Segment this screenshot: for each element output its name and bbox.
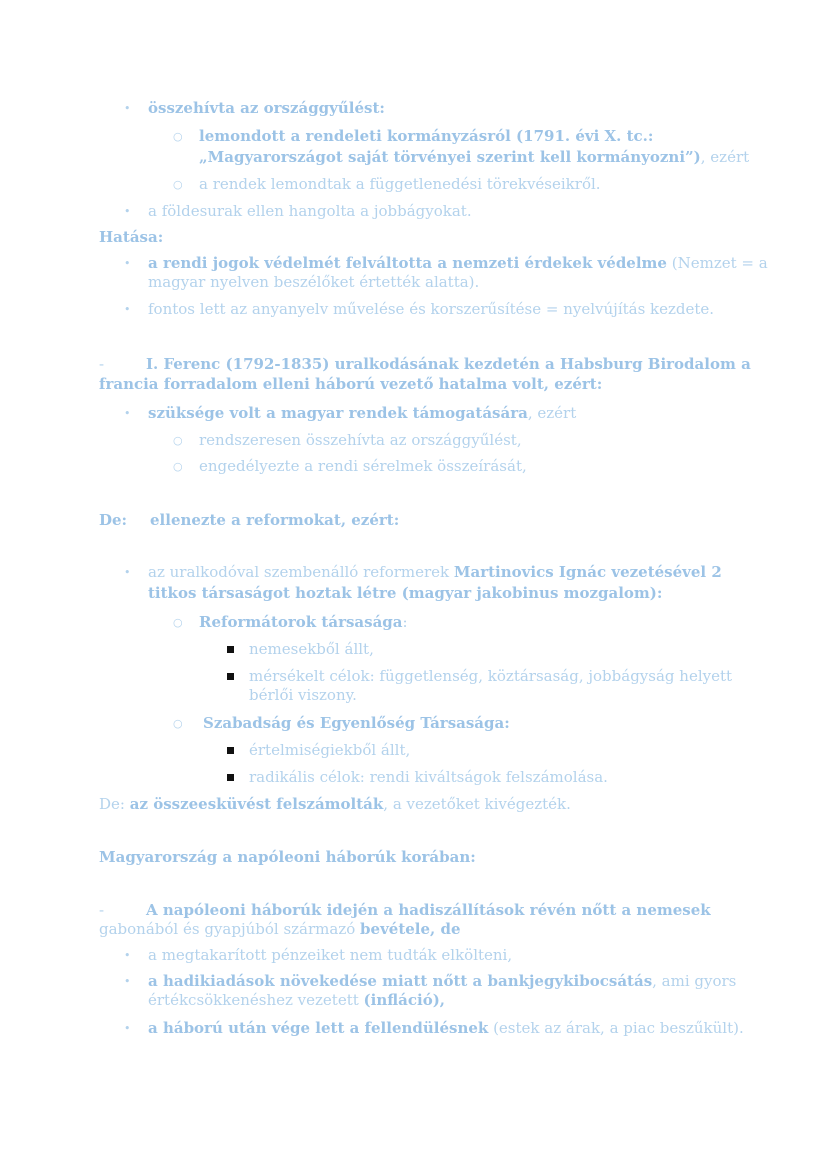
list-item xyxy=(148,991,445,1009)
bold-text: a rendi jogok védelmét felváltotta a nemzeti érdekek védelme xyxy=(148,254,667,272)
list-item: a rendek lemondtak a függetlenedési törekvéseikről. xyxy=(199,175,601,193)
square-bullet-icon xyxy=(227,747,234,754)
bullet-icon: • xyxy=(124,205,131,218)
paragraph-line: A napóleoni háborúk idején a hadiszállítások révén nőtt a nemesek xyxy=(146,901,711,919)
paragraph-line xyxy=(150,511,399,529)
list-item xyxy=(199,613,408,631)
bullet-icon: • xyxy=(124,407,131,420)
list-item xyxy=(148,254,768,272)
bullet-icon: • xyxy=(124,949,131,962)
section-heading: Hatása: xyxy=(99,228,164,246)
circle-bullet-icon: ○ xyxy=(173,130,183,143)
text: gabonából és gyapjúból származó xyxy=(99,920,361,938)
list-item: engedélyezte a rendi sérelmek összeírását, xyxy=(199,457,527,475)
list-item: mérsékelt célok: függetlenség, köztársaság, jobbágyság helyett xyxy=(249,667,733,685)
circle-bullet-icon: ○ xyxy=(173,717,183,730)
text: , ezért xyxy=(527,404,577,422)
dash-marker: - xyxy=(99,355,105,373)
circle-bullet-icon: ○ xyxy=(173,460,183,473)
list-item: összehívta az országgyűlést: xyxy=(148,99,385,117)
circle-bullet-icon: ○ xyxy=(173,178,183,191)
list-item: lemondott a rendeleti kormányzásról (1791. évi X. tc.: xyxy=(199,127,654,145)
paragraph-line xyxy=(99,795,571,813)
dash-marker: - xyxy=(99,901,105,919)
text: : xyxy=(402,613,408,631)
text: , a vezetőket kivégezték. xyxy=(383,795,571,813)
bullet-icon: • xyxy=(124,102,131,115)
list-item: bérlői viszony. xyxy=(249,686,357,704)
text: , ami gyors xyxy=(652,972,737,990)
list-item: radikális célok: rendi kiváltságok felszámolása. xyxy=(249,768,608,786)
paragraph-line: francia forradalom elleni háború vezető hatalma volt, ezért: xyxy=(99,375,603,393)
list-item: a földesurak ellen hangolta a jobbágyokat. xyxy=(148,202,472,220)
bold-text: Martinovics Ignác vezetésével 2 xyxy=(453,563,722,581)
text: értékcsökkenéshez vezetett xyxy=(148,991,364,1009)
bold-text: (infláció), xyxy=(363,991,446,1009)
bullet-icon: • xyxy=(124,1022,131,1035)
bullet-icon: • xyxy=(124,975,131,988)
paragraph-line: I. Ferenc (1792-1835) uralkodásának kezdetén a Habsburg Birodalom a xyxy=(146,355,751,373)
bold-text: ellenezte a reformokat xyxy=(150,511,341,529)
list-item: fontos lett az anyanyelv művelése és korszerűsítése = nyelvújítás kezdete. xyxy=(148,300,715,318)
section-heading: Magyarország a napóleoni háborúk korában: xyxy=(99,848,476,866)
list-item: magyar nyelven beszélőket értették alatta). xyxy=(148,273,480,291)
bold-text: az összeesküvést felszámolták xyxy=(129,795,384,813)
bold-text: „Magyarországot saját törvényei szerint kell kormányozni”) xyxy=(199,148,701,166)
bold-text: a háború után vége lett a fellendülésnek xyxy=(148,1019,489,1037)
square-bullet-icon xyxy=(227,673,234,680)
list-item: értelmiségiekből állt, xyxy=(249,741,411,759)
bullet-icon: • xyxy=(124,303,131,316)
list-item: Szabadság és Egyenlőség Társasága: xyxy=(203,714,510,732)
bold-text: Reformátorok társasága xyxy=(199,613,403,631)
circle-bullet-icon: ○ xyxy=(173,434,183,447)
paragraph-line xyxy=(99,920,461,938)
list-item: titkos társaságot hoztak létre (magyar jakobinus mozgalom): xyxy=(148,584,663,602)
list-item xyxy=(148,404,576,422)
list-item xyxy=(148,972,736,990)
list-item xyxy=(148,563,722,581)
bullet-icon: • xyxy=(124,566,131,579)
de-label: De: xyxy=(99,795,130,813)
square-bullet-icon xyxy=(227,646,234,653)
text: , ezért: xyxy=(340,511,400,529)
text: , ezért xyxy=(700,148,750,166)
list-item xyxy=(199,148,749,166)
square-bullet-icon xyxy=(227,774,234,781)
circle-bullet-icon: ○ xyxy=(173,616,183,629)
text: (Nemzet = a xyxy=(666,254,768,272)
bold-text: bevétele, de xyxy=(360,920,461,938)
list-item xyxy=(148,1019,744,1037)
list-item: nemesekből állt, xyxy=(249,640,374,658)
list-item: rendszeresen összehívta az országgyűlést, xyxy=(199,431,522,449)
bold-text: a hadikiadások növekedése miatt nőtt a bankjegykibocsátás xyxy=(148,972,653,990)
text: (estek az árak, a piac beszűkült). xyxy=(488,1019,744,1037)
bold-text: szüksége volt a magyar rendek támogatására xyxy=(148,404,528,422)
list-item: a megtakarított pénzeiket nem tudták elkölteni, xyxy=(148,946,513,964)
de-label: De: xyxy=(99,511,128,529)
text: az uralkodóval szembenálló reformerek xyxy=(148,563,454,581)
bullet-icon: • xyxy=(124,257,131,270)
